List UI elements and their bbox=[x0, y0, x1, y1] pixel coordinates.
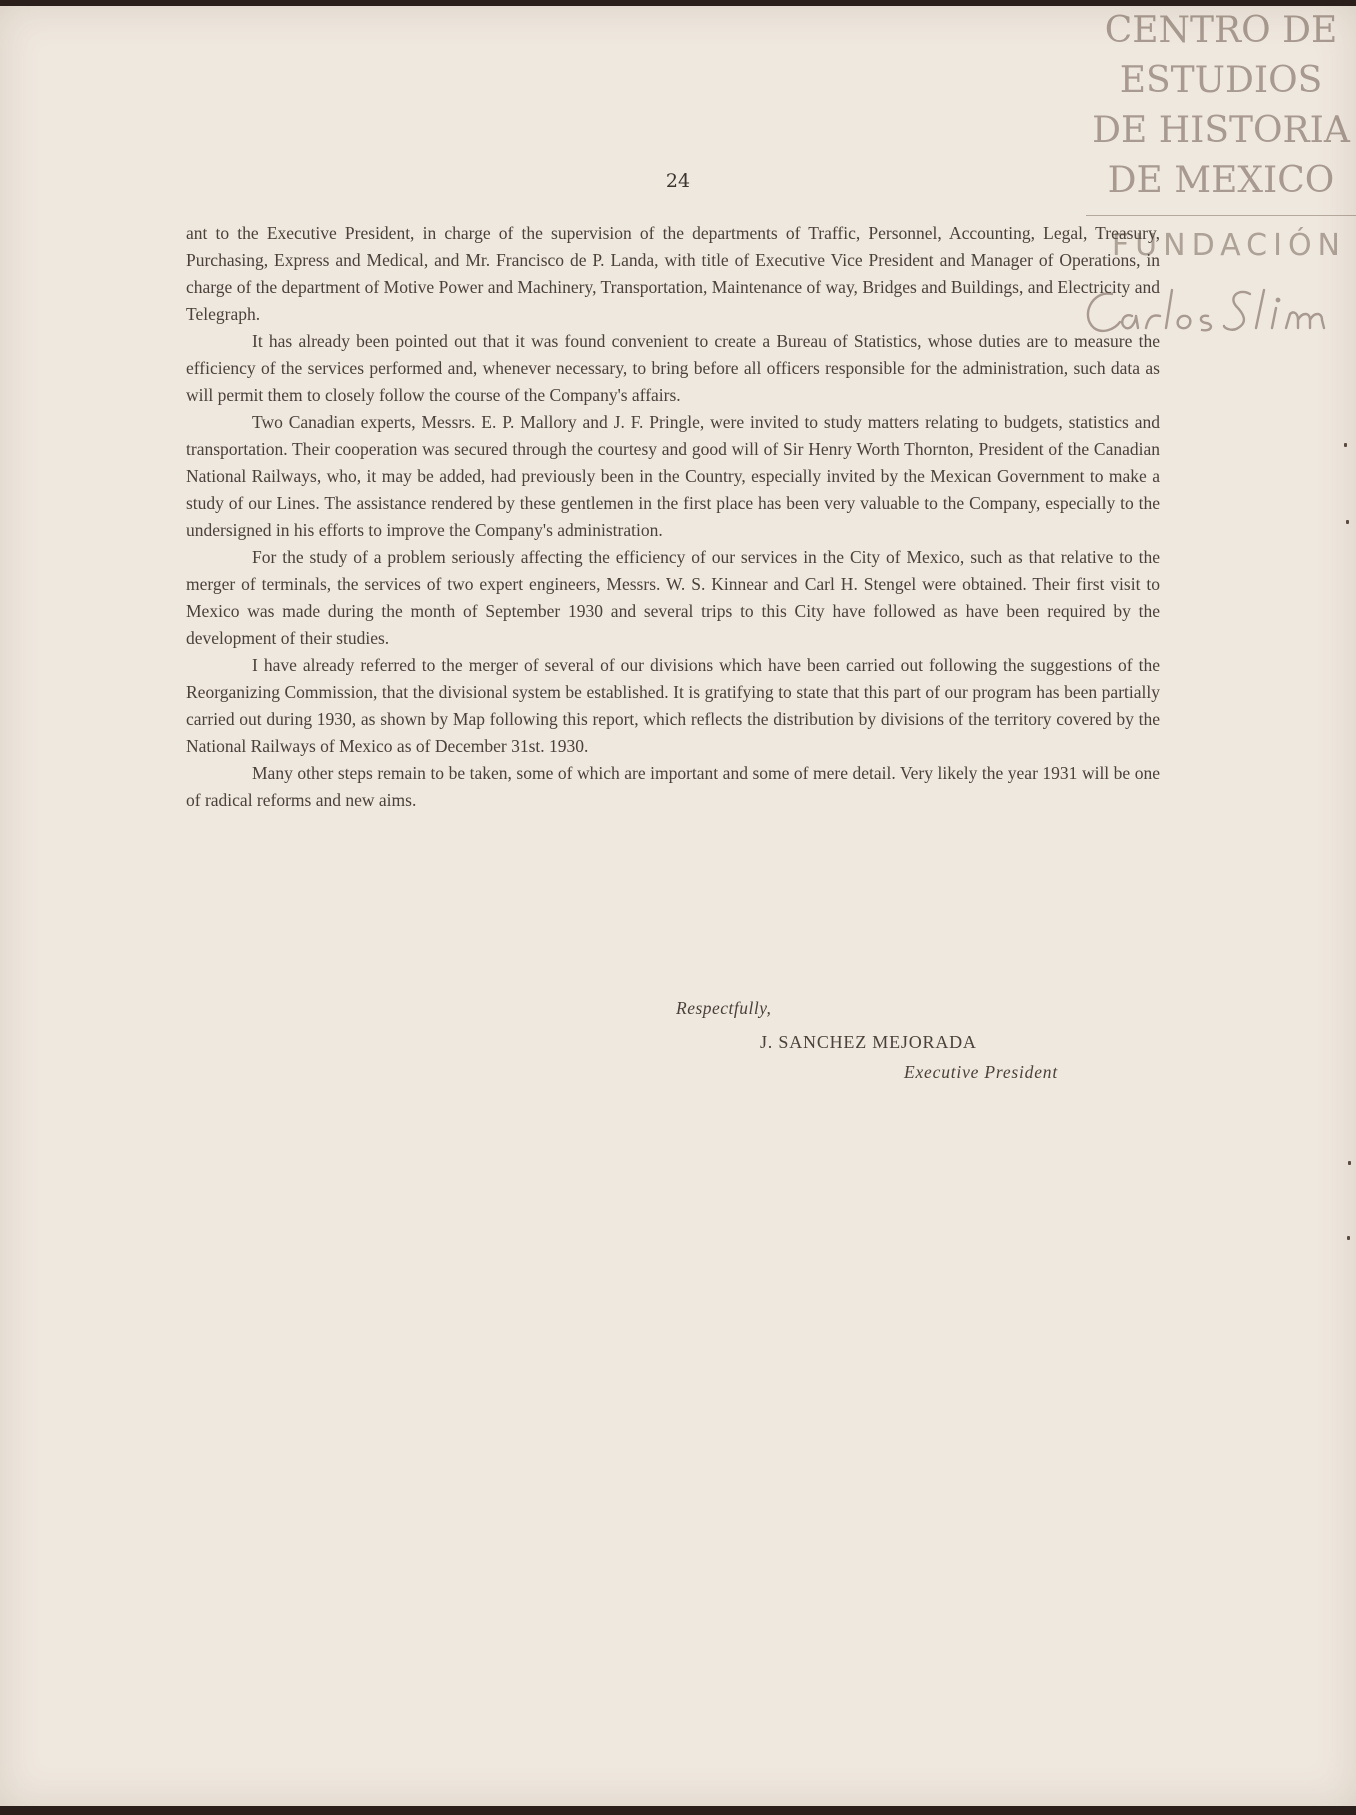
signer-title: Executive President bbox=[904, 1062, 1058, 1082]
paper-speck bbox=[1348, 1161, 1351, 1165]
paragraph-5: I have already referred to the merger of several of our divisions which have been carried out following the suggestions of the Reorganizing Commission, that the divisional system be established. It is gratifying to state that this part of our program has been partially carried out during 1930, as shown by Map following this report, which reflects the distribution by divisions of the territory covered by the National Railways of Mexico as of December 31st. 1930. bbox=[186, 655, 1160, 756]
watermark-line-2: ESTUDIOS bbox=[1119, 60, 1323, 101]
watermark-line-1: CENTRO DE bbox=[1104, 10, 1338, 51]
closing-block bbox=[0, 998, 1356, 1098]
paragraph-1: ant to the Executive President, in charge of the supervision of the departments of Traffic, Personnel, Accounting, Legal, Treasury, Purchasing, Express and Medical, and Mr. Francisco de P. Landa, with title of Executive Vice President and Manager of Operations, in charge of the department of Motive Power and Machinery, Transportation, Maintenance of way, Bridges and Buildings, and Electricity and Telegraph. bbox=[186, 223, 1160, 324]
paragraph-4: For the study of a problem seriously affecting the efficiency of our services in the City of Mexico, such as that relative to the merger of terminals, the services of two expert engineers, Messrs. W. S. Kinnear and Carl H. Stengel were obtained. Their first visit to Mexico was made during the month of September 1930 and several trips to this City have followed as have been required by the development of their studies. bbox=[186, 547, 1160, 648]
closing-salutation: Respectfully, bbox=[676, 998, 772, 1018]
document-sheet bbox=[0, 6, 1356, 1806]
paper-speck bbox=[1347, 1236, 1350, 1240]
paper-speck bbox=[1346, 520, 1349, 524]
watermark-foundation: FUNDACIÓN bbox=[1111, 228, 1346, 263]
paragraph-6: Many other steps remain to be taken, some of which are important and some of mere detail. Very likely the year 1931 will be one of radical reforms and new aims. bbox=[186, 763, 1160, 810]
paragraph-3: Two Canadian experts, Messrs. E. P. Mallory and J. F. Pringle, were invited to study matters relating to budgets, statistics and transportation. Their cooperation was secured through the courtesy and good will of Sir Henry Worth Thornton, President of the Canadian National Railways, who, it may be added, had previously been in the Country, especially invited by the Mexican Government to make a study of our Lines. The assistance rendered by these gentlemen in the first place has been very valuable to the Company, especially to the undersigned in his efforts to improve the Company's administration. bbox=[186, 412, 1160, 540]
paragraph-2: It has already been pointed out that it was found convenient to create a Bureau of Statistics, whose duties are to measure the efficiency of the services performed and, whenever necessary, to bring before all officers responsible for the administration, such data as will permit them to closely follow the course of the Company's affairs. bbox=[186, 331, 1160, 405]
watermark-line-3: DE HISTORIA bbox=[1092, 110, 1350, 151]
page-number: 24 bbox=[665, 170, 691, 192]
paper-speck bbox=[1344, 443, 1347, 447]
watermark-rule bbox=[1086, 215, 1356, 216]
report-body bbox=[186, 220, 1160, 814]
watermark-line-4: DE MEXICO bbox=[1107, 160, 1335, 201]
signer-name: J. SANCHEZ MEJORADA bbox=[760, 1032, 977, 1052]
